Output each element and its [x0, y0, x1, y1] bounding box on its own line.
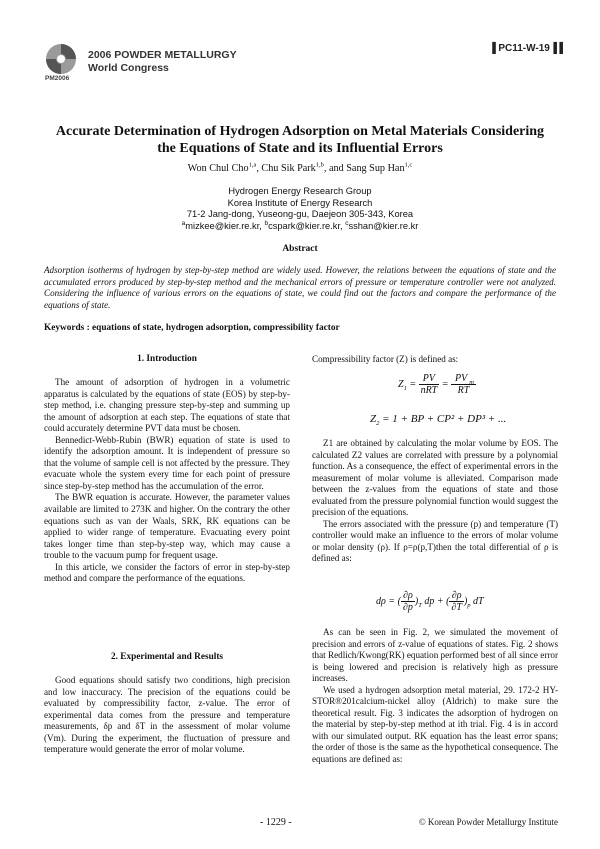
abstract-text: Adsorption isotherms of hydrogen by step-by-step method are widely used. However, the relations between the equations of state and the accumulated errors produced by step-by-step method and the mechanical errors of pressure or temperature controller were not analyzed. Considering the influence of various errors on the equations of state, we could find out the factors and compare the performance of the equations of state.: [44, 265, 556, 310]
affiliation: Hydrogen Energy Research Group Korea Institute of Energy Research 71-2 Jang-dong, Yuseong-gu, Daejeon 305-343, Korea $^a$mizkee@kier.re.kr, $^b$cspark@kier.re.kr, $^c$sshan@kier.re.kr: [181, 186, 419, 231]
pm2006-logo-icon: [44, 42, 78, 76]
experimental-text: Good equations should satisfy two conditions, high precision and low inaccuracy. The precision of the equations could be evaluated by compressibility factor, z-value. The error of experimental data comes from the pressure and temperature measurements, δp and δT in the assessment of molar volume (Vm). During the experiment, the fluctuation of pressure and temperature would generate the error of molar volume.: [44, 675, 290, 755]
introduction-text: The amount of adsorption of hydrogen in a volumetric apparatus is calculated by the equations of state (EOS) by step-by-step method, i.e. changing pressure step-by-step and summing up the amount of adsorption at each step. The equations of state that could accurately determine PVT data must be chosen. Bennedict-Webb-Rubin (BWR) equation of state is used to identify the adsorption amount. It is independent of pressure so that the volume of sample cell is not affected by the pressure. They evacuate whole the system every time for each point of pressure since step-by-step method has the accumulation of the error. The BWR equation is accurate. However, the parameter values available are limited to 273K and higher. On the contrary the other equations such as van der Waals, SRK, RK equations can be applied to wider range of temperature. Evacuating every point takes longer time than step-by-step way, which may cause a trouble to the vacuum pump for frequent usage. In this article, we consider the factors of error in step-by-step method and compare the performance of the equations.: [44, 377, 290, 584]
keywords: Keywords : equations of state, hydrogen adsorption, compressibility factor: [44, 323, 340, 333]
right-column-text-1: Z1 are obtained by calculating the molar volume by EOS. The calculated Z2 values are correlated with pressure by a polynomial function. As a consequence, the effect of experimental errors in the measurement of molar volume is alleviated. Comparison made between the z-values from the equations of state and those evaluated from the pressure polynomial function would suggest the precision of the equations. The errors associated with the pressure (p) and temperature (T) controller would make an influence to the errors of molar volume or molar density (ρ). If ρ=ρ(p,T)then the total differential of ρ is defined as:: [312, 438, 558, 564]
conference-name: 2006 POWDER METALLURGY World Congress: [88, 49, 237, 74]
page-number: - 1229 -: [260, 817, 292, 828]
paper-title: Accurate Determination of Hydrogen Adsorption on Metal Materials Considering the Equations of State and its Influential Errors: [55, 124, 545, 156]
author-list: Won Chul Cho$^{1,a}$, Chu Sik Park$^{1,b}$, and Sang Sup Han$^{1,c}$: [187, 161, 413, 174]
section-heading-experimental: 2. Experimental and Results: [110, 652, 224, 662]
copyright: © Korean Powder Metallurgy Institute: [418, 817, 558, 827]
section-heading-introduction: 1. Introduction: [137, 354, 197, 364]
abstract-heading: Abstract: [282, 244, 318, 254]
equation-total-differential: dρ = ( $\frac{\partial\rho}{\partial p}$ )$_T$ dp + ( $\frac{\partial\rho}{\partial T}$ )$_p$ dT: [376, 590, 484, 613]
equation-z1: $Z_1$ = $\frac{PV}{\text{nRT}}$ = $\frac{PV _m}{RT}$: [398, 373, 474, 396]
paper-code: ▌PC11-W-19▐▐: [492, 43, 562, 54]
right-column-text-2: As can be seen in Fig. 2, we simulated the movement of precision and errors of z-value of equations of states. Fig. 2 shows that Redlich/Kwong(RK) equation performed best of all since error is being lowered and precision is relatively high as pressure increases. We used a hydrogen adsorption metal material, 29. 172-2 HY-STOR®201calcium-nickel alloy (Aldrich) to make sure the theoretical result. Fig. 3 indicates the adsorption of hydrogen on the material by step-by-step method at ith trial. Fig. 4 is in accord with our simulated output. RK equation has the least error spans; the order of those is the same as the hypothetical consequence. The equations are defined as:: [312, 627, 558, 765]
right-column-intro: Compressibility factor (Z) is defined as:: [312, 354, 459, 364]
logo-caption: PM2006: [45, 75, 70, 82]
equation-z2: $Z_2 = 1$ + BP + CP² + DP³ + ...: [370, 413, 507, 428]
